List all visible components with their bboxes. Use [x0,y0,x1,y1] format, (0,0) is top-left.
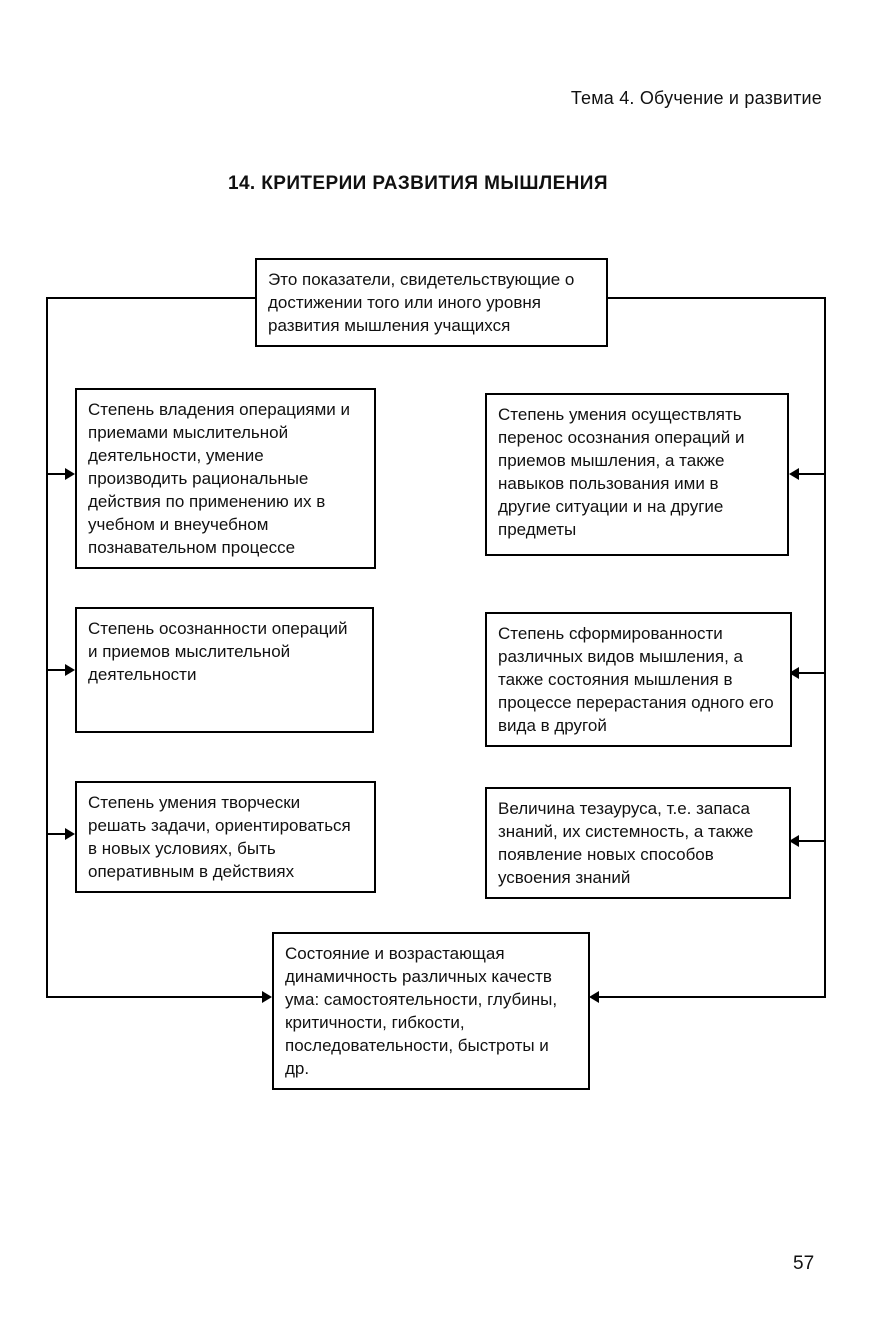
bottom-left-connector-line [46,996,263,998]
connector-line [799,672,826,674]
diagram-box-right-3: Величина тезауруса, т.е. запаса знаний, их системность, а также появление новых способов усвоения знаний [485,787,791,899]
right-rail-line [824,297,826,998]
diagram-box-left-1: Степень владения операциями и приемами мыслительной деятельности, умение производить рациональные действия по применению их в учебном и внеучебном познавательном процессе [75,388,376,569]
arrow-left-icon [789,468,799,480]
connector-line [799,473,826,475]
arrow-left-icon [589,991,599,1003]
diagram-box-right-1: Степень умения осуществлять перенос осознания операций и приемов мышления, а также навыков пользования ими в другие ситуации и на другие предметы [485,393,789,556]
arrow-right-icon [65,468,75,480]
left-rail-line [46,297,48,998]
top-right-connector-line [606,297,826,299]
page-title: 14. КРИТЕРИИ РАЗВИТИЯ МЫШЛЕНИЯ [228,173,608,194]
connector-line [46,833,66,835]
diagram-box-left-2: Степень осознанности операций и приемов мыслительной деятельности [75,607,374,733]
diagram-box-right-2: Степень сформированности различных видов мышления, а также состояния мышления в процессе перерастания одного его вида в другой [485,612,792,747]
diagram-box-bottom: Состояние и возрастающая динамичность различных качеств ума: самостоятельности, глубины, критичности, гибкости, последовательности, быстроты и др. [272,932,590,1090]
diagram-box-definition: Это показатели, свидетельствующие о достижении того или иного уровня развития мышления учащихся [255,258,608,347]
page-number: 57 [793,1253,815,1274]
arrow-right-icon [65,664,75,676]
running-header: Тема 4. Обучение и развитие [570,88,822,108]
arrow-right-icon [65,828,75,840]
top-left-connector-line [46,297,256,299]
connector-line [46,473,66,475]
bottom-right-connector-line [599,996,826,998]
connector-line [799,840,826,842]
diagram-box-left-3: Степень умения творчески решать задачи, ориентироваться в новых условиях, быть оперативным в действиях [75,781,376,893]
arrow-right-icon [262,991,272,1003]
connector-line [46,669,66,671]
